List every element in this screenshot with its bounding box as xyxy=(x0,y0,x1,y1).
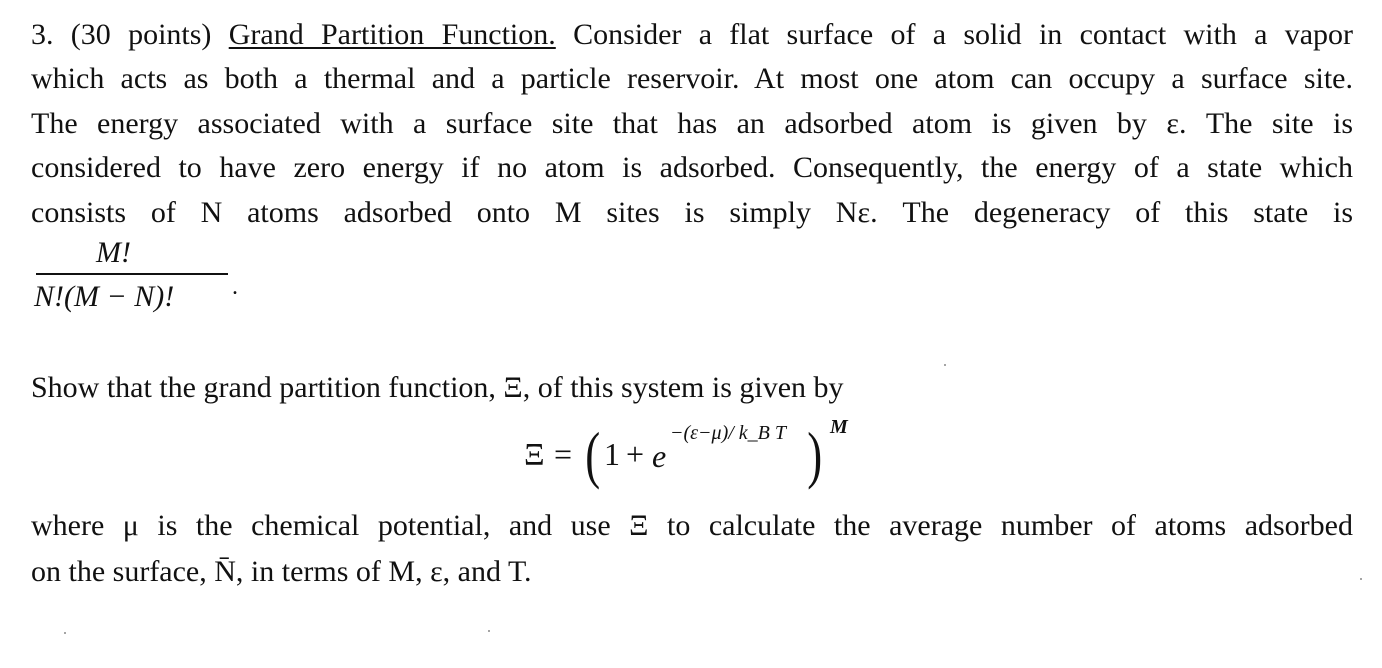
problem-line-3: The energy associated with a surface site that has an adsorbed atom is given by ε. The site is xyxy=(31,107,1353,140)
scan-speck xyxy=(488,630,490,632)
problem-line-4: considered to have zero energy if no atom is adsorbed. Consequently, the energy of a state which xyxy=(31,151,1353,184)
problem-line-1-text: Consider a flat surface of a solid in contact with a vapor xyxy=(573,18,1354,51)
problem-number: 3. xyxy=(31,18,54,51)
equation-close-paren: ) xyxy=(807,419,823,490)
equation-one: 1 xyxy=(604,436,620,472)
problem-line-2: which acts as both a thermal and a particle reservoir. At most one atom can occupy a surface site. xyxy=(31,62,1353,95)
where-line-1: where μ is the chemical potential, and use Ξ to calculate the average number of atoms adsorbed xyxy=(31,509,1353,542)
equation-equals: = xyxy=(554,436,573,472)
equation-power: M xyxy=(830,416,848,438)
problem-line-1 xyxy=(31,15,1353,55)
equation-open-paren: ( xyxy=(585,419,601,490)
grand-partition-equation xyxy=(524,416,864,496)
problem-line-5: consists of N atoms adsorbed onto M sites is simply Nε. The degeneracy of this state is xyxy=(31,196,1353,229)
problem-title: Grand Partition Function. xyxy=(228,18,556,51)
show-line: Show that the grand partition function, Ξ, of this system is given by xyxy=(31,371,844,404)
fraction-numerator: M! xyxy=(96,236,131,269)
scan-speck xyxy=(944,364,946,366)
problem-points: (30 points) xyxy=(70,18,212,51)
scan-speck xyxy=(1360,578,1362,580)
fraction-denominator: N!(M − N)! xyxy=(34,280,175,313)
equation-plus: + xyxy=(626,436,645,472)
fraction-bar xyxy=(36,273,228,275)
equation-base: e xyxy=(652,438,667,474)
where-line-2: on the surface, N̄, in terms of M, ε, and T. xyxy=(31,555,532,588)
fraction-period: . xyxy=(232,274,238,300)
equation-lhs: Ξ xyxy=(524,436,545,472)
equation-exponent: −(ε−μ)/ k_B T xyxy=(670,422,787,444)
scan-speck xyxy=(64,632,66,634)
